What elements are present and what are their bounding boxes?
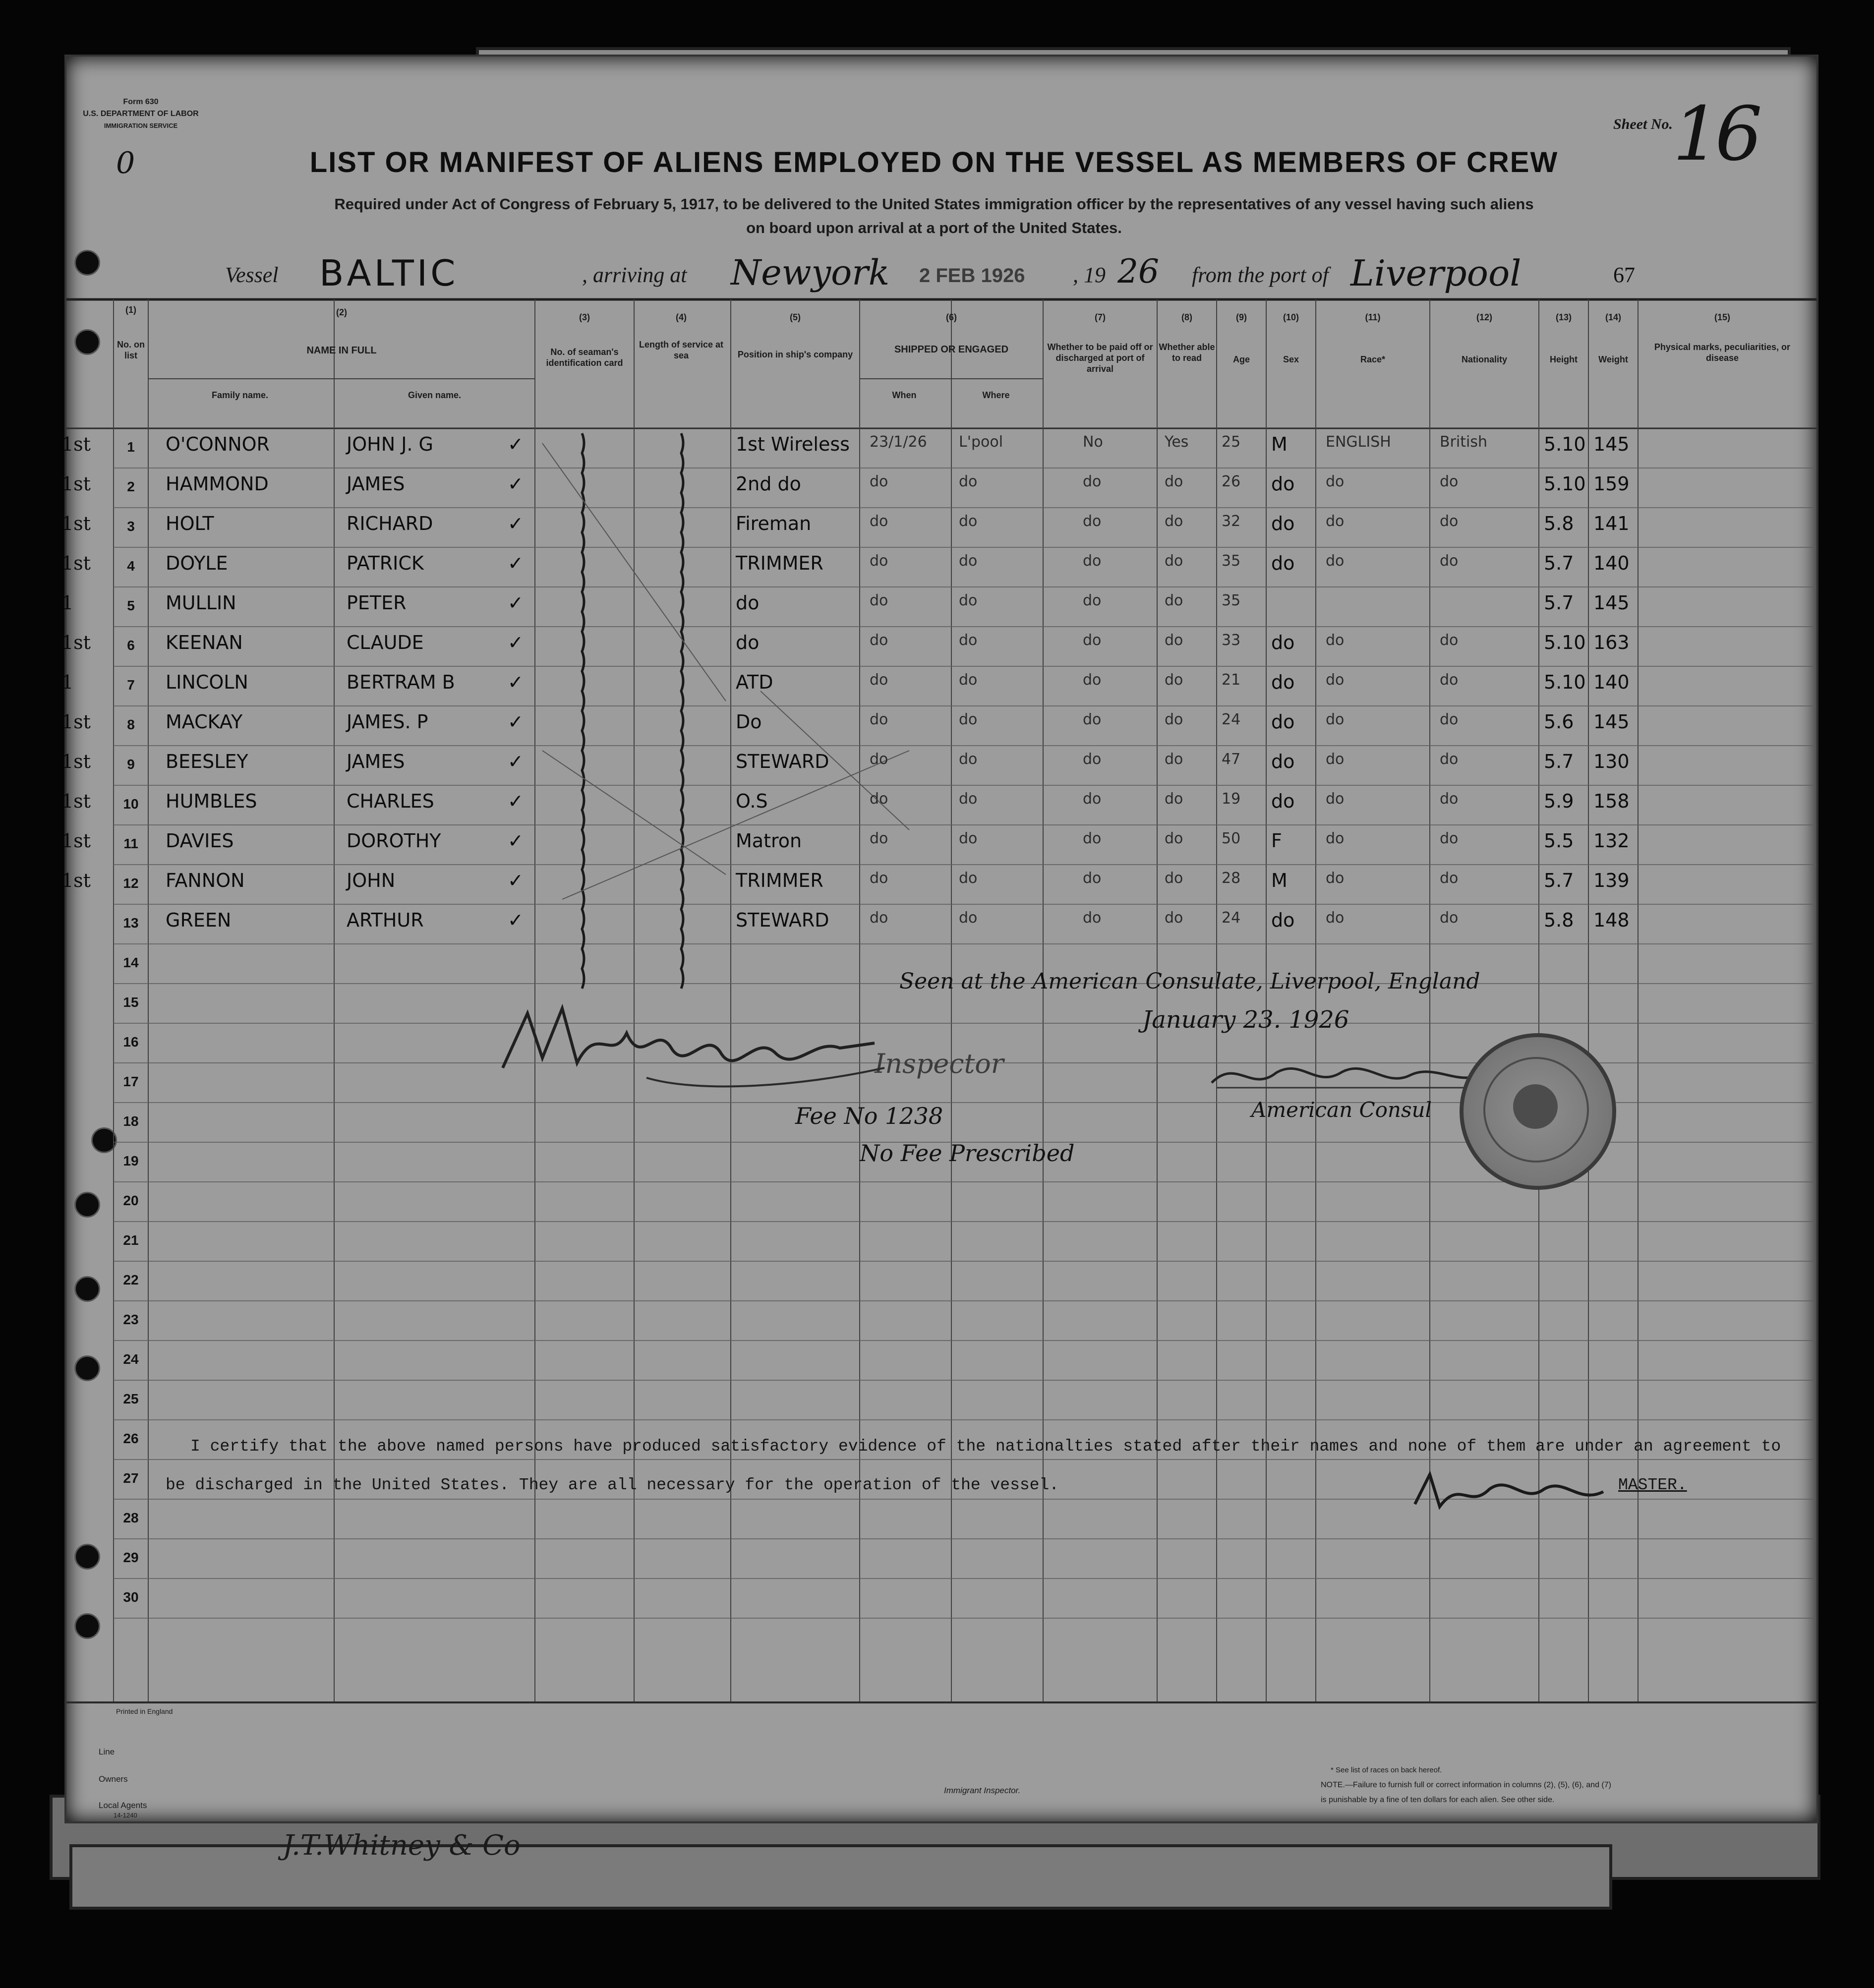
cell-sex: do <box>1271 671 1295 693</box>
cell-age: 35 <box>1222 592 1241 609</box>
cell-position: do <box>736 632 760 653</box>
cell-family: HOLT <box>166 513 214 534</box>
cell-position: do <box>736 592 760 614</box>
col-9-num: (9) <box>1236 312 1247 322</box>
col-10-header: Sex <box>1283 354 1299 364</box>
cell-nationality: do <box>1440 830 1459 847</box>
cell-position: STEWARD <box>736 909 829 931</box>
cell-nationality: do <box>1440 790 1459 808</box>
cell-weight: 145 <box>1593 433 1630 455</box>
cell-read: do <box>1165 711 1183 728</box>
row-number: 21 <box>123 1232 139 1248</box>
footer-line-label: Line <box>99 1747 115 1756</box>
cell-age: 28 <box>1222 870 1241 887</box>
cell-nationality: do <box>1440 870 1459 887</box>
cell-family: HUMBLES <box>166 790 257 812</box>
cell-family: BEESLEY <box>166 751 248 772</box>
cell-where: L'pool <box>959 433 1003 451</box>
cell-race: do <box>1326 711 1345 728</box>
cell-mark: 1st <box>61 433 91 455</box>
row-number: 19 <box>123 1153 139 1169</box>
manifest-number: 67 <box>1613 263 1635 287</box>
form-number: Form 630 <box>123 98 159 106</box>
cell-paid: do <box>1083 751 1102 768</box>
cell-paid: do <box>1083 830 1102 847</box>
check-mark-icon: ✓ <box>508 830 524 852</box>
races-footnote: * See list of races on back hereof. <box>1331 1766 1442 1774</box>
cell-mark: 1st <box>61 830 91 852</box>
cell-position: STEWARD <box>736 751 829 772</box>
cell-age: 25 <box>1222 433 1241 451</box>
col-2a-header: Family name. <box>211 390 269 400</box>
cell-weight: 140 <box>1593 671 1630 693</box>
col-2-header: NAME IN FULL <box>306 345 377 356</box>
col-2b-header: Given name. <box>408 390 462 400</box>
cell-when: do <box>870 632 888 649</box>
cell-age: 47 <box>1222 751 1241 768</box>
col-14-header: Weight <box>1598 354 1628 364</box>
cell-read: do <box>1165 473 1183 490</box>
department: U.S. DEPARTMENT OF LABOR <box>83 110 199 118</box>
col-10-num: (10) <box>1283 312 1299 322</box>
check-mark-icon: ✓ <box>508 751 524 772</box>
master-label: MASTER. <box>1618 1476 1687 1494</box>
from-port-label: from the port of <box>1192 263 1329 287</box>
cell-family: DAVIES <box>166 830 234 852</box>
cell-race: do <box>1326 790 1345 808</box>
cell-height: 5.10 <box>1544 473 1586 495</box>
cell-given: JAMES <box>347 751 405 772</box>
cell-height: 5.6 <box>1544 711 1574 733</box>
cell-read: do <box>1165 830 1183 847</box>
consulate-seen-line: Seen at the American Consulate, Liverpool, England <box>899 969 1480 994</box>
cell-weight: 139 <box>1593 870 1630 891</box>
col-1-num: (1) <box>125 305 136 315</box>
row-number: 15 <box>123 994 139 1010</box>
cell-no: 11 <box>123 836 138 851</box>
cell-mark: 1st <box>61 751 91 772</box>
arriving-label: , arriving at <box>582 263 687 287</box>
cell-age: 32 <box>1222 513 1241 530</box>
cell-age: 35 <box>1222 552 1241 570</box>
cell-weight: 141 <box>1593 513 1630 534</box>
check-mark-icon: ✓ <box>508 433 524 455</box>
cell-read: do <box>1165 513 1183 530</box>
cell-where: do <box>959 671 978 689</box>
cell-paid: do <box>1083 909 1102 927</box>
cell-read: do <box>1165 592 1183 609</box>
cell-mark: 1st <box>61 513 91 534</box>
cell-no: 2 <box>127 479 135 494</box>
cell-weight: 145 <box>1593 592 1630 614</box>
cell-when: do <box>870 671 888 689</box>
check-mark-icon: ✓ <box>508 552 524 574</box>
consulate-seal-stamp <box>1460 1033 1616 1190</box>
sheet-number: 16 <box>1673 91 1757 177</box>
cell-when: do <box>870 870 888 887</box>
cell-mark: 1st <box>61 870 91 891</box>
cell-race: do <box>1326 751 1345 768</box>
cell-age: 50 <box>1222 830 1241 847</box>
cell-weight: 163 <box>1593 632 1630 653</box>
cell-height: 5.7 <box>1544 751 1574 772</box>
cell-weight: 148 <box>1593 909 1630 931</box>
col-2-num: (2) <box>336 307 347 317</box>
sheet-label: Sheet No. <box>1613 116 1673 132</box>
row-number: 22 <box>123 1272 139 1287</box>
col-12-num: (12) <box>1476 312 1492 322</box>
row-number: 20 <box>123 1193 139 1208</box>
cell-height: 5.5 <box>1544 830 1574 852</box>
consulate-date: January 23. 1926 <box>1142 1006 1349 1034</box>
cell-nationality: do <box>1440 909 1459 927</box>
cell-paid: do <box>1083 552 1102 570</box>
cell-given: RICHARD <box>347 513 433 534</box>
cell-sex: F <box>1271 830 1282 852</box>
col-15-num: (15) <box>1714 312 1730 322</box>
cell-paid: do <box>1083 671 1102 689</box>
cell-where: do <box>959 592 978 609</box>
row-number: 25 <box>123 1391 139 1406</box>
inspector-signature <box>498 994 944 1093</box>
service: IMMIGRATION SERVICE <box>104 122 178 129</box>
certification-line-2: be discharged in the United States. They are all necessary for the operation of the vessel. <box>166 1476 1059 1494</box>
row-number: 16 <box>123 1034 139 1050</box>
cell-position: TRIMMER <box>736 552 823 574</box>
cell-when: do <box>870 552 888 570</box>
cell-paid: do <box>1083 513 1102 530</box>
cell-sex: do <box>1271 909 1295 931</box>
cell-no: 10 <box>123 796 139 812</box>
cell-where: do <box>959 751 978 768</box>
col-9-header: Age <box>1232 354 1250 364</box>
cell-family: MACKAY <box>166 711 243 733</box>
cell-mark: 1st <box>61 632 91 653</box>
cell-race: do <box>1326 909 1345 927</box>
cell-sex: do <box>1271 751 1295 772</box>
check-mark-icon: ✓ <box>508 473 524 495</box>
cell-when: do <box>870 473 888 490</box>
cell-given: CHARLES <box>347 790 434 812</box>
subtitle-line-2: on board upon arrival at a port of the United States. <box>746 219 1122 236</box>
cell-no: 6 <box>127 638 135 653</box>
col-6-header: SHIPPED OR ENGAGED <box>894 344 1009 355</box>
cell-height: 5.7 <box>1544 592 1574 614</box>
cell-race: do <box>1326 671 1345 689</box>
cell-given: JOHN <box>347 870 396 891</box>
check-mark-icon: ✓ <box>508 870 524 891</box>
cell-nationality: do <box>1440 671 1459 689</box>
cell-given: PETER <box>347 592 407 614</box>
cell-race: do <box>1326 830 1345 847</box>
cell-position: TRIMMER <box>736 870 823 891</box>
cell-race: do <box>1326 552 1345 570</box>
cell-mark: 1 <box>61 592 74 614</box>
row-number: 26 <box>123 1431 139 1446</box>
cell-no: 9 <box>127 757 135 772</box>
col-15-header: Physical marks, peculiarities, or disease <box>1654 342 1791 363</box>
cell-nationality: do <box>1440 751 1459 768</box>
cell-nationality: British <box>1440 433 1487 451</box>
cell-paid: do <box>1083 711 1102 728</box>
cell-no: 1 <box>127 439 135 455</box>
cell-read: do <box>1165 870 1183 887</box>
cell-weight: 130 <box>1593 751 1630 772</box>
cell-paid: do <box>1083 870 1102 887</box>
cell-race: ENGLISH <box>1326 433 1391 451</box>
cell-when: 23/1/26 <box>870 433 927 451</box>
col-7-header: Whether to be paid off or discharged at port of arrival <box>1047 342 1153 374</box>
cell-sex: do <box>1271 790 1295 812</box>
subtitle-line-1: Required under Act of Congress of February 5, 1917, to be delivered to the United States immigration officer by the representatives of any vessel having such aliens <box>334 195 1534 213</box>
cell-where: do <box>959 790 978 808</box>
row-number: 24 <box>123 1351 139 1367</box>
cell-when: do <box>870 592 888 609</box>
cell-read: do <box>1165 552 1183 570</box>
cell-position: 1st Wireless <box>736 433 850 455</box>
col-1-header: No. on list <box>117 340 145 360</box>
row-number: 18 <box>123 1113 139 1129</box>
cell-age: 24 <box>1222 711 1241 728</box>
cell-read: do <box>1165 632 1183 649</box>
cell-paid: do <box>1083 632 1102 649</box>
cell-given: DOROTHY <box>347 830 441 852</box>
cell-where: do <box>959 909 978 927</box>
arriving-port: Newyork <box>731 252 890 293</box>
col-5-header: Position in ship's company <box>737 350 853 359</box>
cell-nationality: do <box>1440 632 1459 649</box>
agent-signature: J.T.Whitney & Co <box>283 1829 521 1862</box>
cell-where: do <box>959 552 978 570</box>
col-6a-header: When <box>892 390 917 400</box>
cell-nationality: do <box>1440 552 1459 570</box>
cell-no: 7 <box>127 677 135 693</box>
cell-race: do <box>1326 473 1345 490</box>
check-mark-icon: ✓ <box>508 671 524 693</box>
cell-family: HAMMOND <box>166 473 269 495</box>
cell-height: 5.8 <box>1544 909 1574 931</box>
page-title: LIST OR MANIFEST OF ALIENS EMPLOYED ON THE VESSEL AS MEMBERS OF CREW <box>309 146 1559 178</box>
footer-local-agents-label: Local Agents <box>99 1801 147 1810</box>
cell-where: do <box>959 473 978 490</box>
col-12-header: Nationality <box>1461 354 1507 364</box>
check-mark-icon: ✓ <box>508 513 524 534</box>
cell-sex: M <box>1271 433 1288 455</box>
row-number: 27 <box>123 1470 139 1486</box>
cell-position: O.S <box>736 790 768 812</box>
penalty-note-line-2: is punishable by a fine of ten dollars for each alien. See other side. <box>1321 1796 1555 1804</box>
year-value: 26 <box>1117 252 1159 291</box>
cell-age: 33 <box>1222 632 1241 649</box>
cell-mark: 1 <box>61 671 74 693</box>
cell-race: do <box>1326 870 1345 887</box>
cell-position: Do <box>736 711 762 733</box>
year-label: , 19 <box>1073 263 1106 287</box>
cell-sex: M <box>1271 870 1288 891</box>
cell-paid: do <box>1083 790 1102 808</box>
penalty-note-line-1: NOTE.—Failure to furnish full or correct information in columns (2), (5), (6), and (7) <box>1321 1781 1611 1789</box>
cell-read: do <box>1165 909 1183 927</box>
cell-sex: do <box>1271 552 1295 574</box>
cell-mark: 1st <box>61 473 91 495</box>
cell-where: do <box>959 711 978 728</box>
cell-race: do <box>1326 513 1345 530</box>
cell-no: 13 <box>123 915 139 931</box>
col-14-num: (14) <box>1605 312 1621 322</box>
cell-no: 4 <box>127 558 135 574</box>
cell-where: do <box>959 513 978 530</box>
cell-given: JAMES. P <box>347 711 428 733</box>
from-port: Liverpool <box>1350 252 1522 294</box>
cell-given: BERTRAM B <box>347 671 455 693</box>
cell-height: 5.10 <box>1544 632 1586 653</box>
certification-line-1: I certify that the above named persons have produced satisfactory evidence of the nationalties stated after their names and none of them are under an agreement to <box>190 1437 1781 1456</box>
cell-nationality: do <box>1440 473 1459 490</box>
col-6-num: (6) <box>946 312 957 322</box>
cell-given: JOHN J. G <box>347 433 434 455</box>
col-7-num: (7) <box>1095 312 1106 322</box>
cell-height: 5.8 <box>1544 513 1574 534</box>
cell-sex: do <box>1271 711 1295 733</box>
cell-given: ARTHUR <box>347 909 424 931</box>
cell-no: 5 <box>127 598 135 613</box>
cell-sex: do <box>1271 513 1295 534</box>
cell-position: Fireman <box>736 513 812 534</box>
cell-age: 19 <box>1222 790 1241 808</box>
printed-in: Printed in England <box>116 1707 173 1715</box>
cell-no: 8 <box>127 717 135 732</box>
cell-read: do <box>1165 751 1183 768</box>
cell-when: do <box>870 830 888 847</box>
check-mark-icon: ✓ <box>508 632 524 653</box>
cell-weight: 159 <box>1593 473 1630 495</box>
cell-when: do <box>870 711 888 728</box>
cell-no: 3 <box>127 519 135 534</box>
col-5-num: (5) <box>790 312 801 322</box>
cell-no: 12 <box>123 876 139 891</box>
cell-family: FANNON <box>166 870 245 891</box>
col-11-header: Race* <box>1360 354 1386 364</box>
cell-given: JAMES <box>347 473 405 495</box>
col-8-header: Whether able to read <box>1159 342 1215 363</box>
col-6b-header: Where <box>982 390 1010 400</box>
cell-family: MULLIN <box>166 592 236 614</box>
cell-when: do <box>870 751 888 768</box>
cell-paid: No <box>1083 433 1103 451</box>
col-8-num: (8) <box>1181 312 1192 322</box>
cell-paid: do <box>1083 473 1102 490</box>
footer-form-code: 14-1240 <box>114 1812 137 1819</box>
col-4-num: (4) <box>676 312 687 322</box>
cell-paid: do <box>1083 592 1102 609</box>
row-number: 30 <box>123 1589 139 1605</box>
cell-family: LINCOLN <box>166 671 248 693</box>
cell-height: 5.7 <box>1544 552 1574 574</box>
cell-race: do <box>1326 632 1345 649</box>
pencil-mark: 0 <box>116 146 135 180</box>
manifest-page <box>61 55 1818 1823</box>
cell-position: 2nd do <box>736 473 801 495</box>
cell-mark: 1st <box>61 711 91 733</box>
col-3-num: (3) <box>579 312 590 322</box>
row-number: 28 <box>123 1510 139 1525</box>
cell-position: Matron <box>736 830 802 852</box>
cell-sex: do <box>1271 473 1295 495</box>
col-13-header: Height <box>1550 354 1578 364</box>
cell-where: do <box>959 632 978 649</box>
cell-family: GREEN <box>166 909 232 931</box>
cell-weight: 145 <box>1593 711 1630 733</box>
cell-nationality: do <box>1440 711 1459 728</box>
cell-age: 21 <box>1222 671 1241 689</box>
immigrant-inspector-label: Immigrant Inspector. <box>944 1786 1021 1795</box>
cell-family: DOYLE <box>166 552 228 574</box>
row-number: 14 <box>123 955 139 970</box>
cell-mark: 1st <box>61 790 91 812</box>
cell-when: do <box>870 909 888 927</box>
cell-family: KEENAN <box>166 632 243 653</box>
cell-position: ATD <box>736 671 773 693</box>
cell-family: O'CONNOR <box>166 433 270 455</box>
col-13-num: (13) <box>1555 312 1572 322</box>
cell-weight: 140 <box>1593 552 1630 574</box>
cell-sex: do <box>1271 632 1295 653</box>
no-fee-note: No Fee Prescribed <box>860 1140 1075 1167</box>
fee-number: Fee No 1238 <box>795 1103 943 1129</box>
col-4-header: Length of service at sea <box>639 340 724 360</box>
cell-read: do <box>1165 671 1183 689</box>
cell-where: do <box>959 870 978 887</box>
check-mark-icon: ✓ <box>508 592 524 614</box>
date-stamp: 2 FEB 1926 <box>919 265 1025 287</box>
inspector-signature-label: Inspector <box>875 1048 1004 1079</box>
footer-owners-label: Owners <box>99 1774 128 1784</box>
check-mark-icon: ✓ <box>508 790 524 812</box>
consul-title: American Consul <box>1251 1098 1432 1122</box>
cell-age: 24 <box>1222 909 1241 927</box>
cell-mark: 1st <box>61 552 91 574</box>
col-3-header: No. of seaman's identification card <box>546 347 623 368</box>
cell-weight: 158 <box>1593 790 1630 812</box>
cell-nationality: do <box>1440 513 1459 530</box>
cell-weight: 132 <box>1593 830 1630 852</box>
cell-when: do <box>870 513 888 530</box>
cell-height: 5.7 <box>1544 870 1574 891</box>
cell-given: CLAUDE <box>347 632 424 653</box>
cell-where: do <box>959 830 978 847</box>
cell-height: 5.9 <box>1544 790 1574 812</box>
cell-height: 5.10 <box>1544 671 1586 693</box>
vessel-label: Vessel <box>225 263 279 287</box>
col-11-num: (11) <box>1365 312 1381 322</box>
row-number: 23 <box>123 1312 139 1327</box>
cell-read: Yes <box>1165 433 1189 451</box>
row-number: 17 <box>123 1074 139 1089</box>
row-number: 29 <box>123 1550 139 1565</box>
cell-read: do <box>1165 790 1183 808</box>
cell-given: PATRICK <box>347 552 424 574</box>
cell-when: do <box>870 790 888 808</box>
master-signature <box>1405 1464 1613 1519</box>
cell-height: 5.10 <box>1544 433 1586 455</box>
cell-age: 26 <box>1222 473 1241 490</box>
check-mark-icon: ✓ <box>508 711 524 733</box>
check-mark-icon: ✓ <box>508 909 524 931</box>
vessel-name: BALTIC <box>319 252 459 294</box>
